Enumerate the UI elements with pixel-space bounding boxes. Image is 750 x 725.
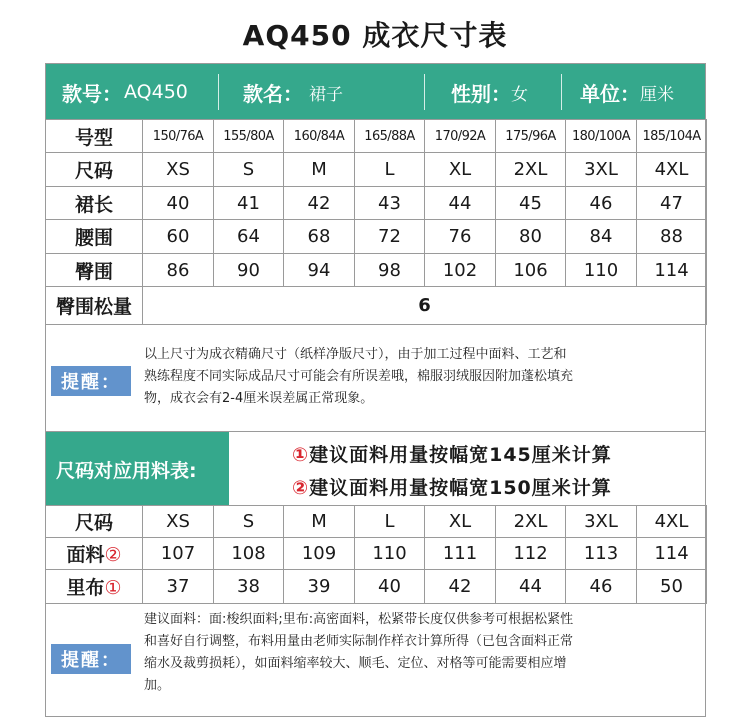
header-divider [424, 74, 425, 110]
tip-label: 提醒： [51, 366, 131, 396]
fabric-cell: 109 [284, 538, 355, 570]
size-cell: XS [143, 506, 214, 538]
waist-row [46, 220, 707, 254]
haoxing-cell: 150/76A [143, 120, 214, 153]
lining-cell: 42 [425, 570, 496, 604]
haoxing-cell: 180/100A [566, 120, 637, 153]
waist-cell: 88 [637, 220, 707, 254]
fabric-cell: 111 [425, 538, 496, 570]
note-line: 以上尺寸为成衣精确尺寸（纸样净版尺寸），由于加工过程中面料、工艺和 [144, 347, 567, 362]
style-number-key: 款号： [62, 81, 122, 106]
row-label-waist: 腰围 [46, 220, 143, 254]
hip-cell: 94 [284, 254, 355, 287]
note-line: 和喜好自行调整，布料用量由老师实际制作样衣计算所得（已包含面料正常 [144, 634, 574, 649]
row-label-skirt-length: 裙长 [46, 187, 143, 220]
hip-ease-value: 6 [143, 287, 707, 325]
circled-one-mark: ① [292, 444, 310, 466]
waist-cell: 64 [214, 220, 284, 254]
usage-line-1-text: 建议面料用量按幅宽145厘米计算 [309, 444, 612, 466]
row-label-lining [46, 570, 143, 604]
hip-row [46, 254, 707, 287]
style-name-cell [219, 64, 424, 120]
lining-label: 里布 [66, 577, 105, 599]
size-sheet [45, 63, 706, 717]
skirt-length-cell: 44 [425, 187, 496, 220]
fabric-cell: 113 [566, 538, 637, 570]
unit-cell [562, 64, 704, 120]
haoxing-cell: 170/92A [425, 120, 496, 153]
fabric-cell: 107 [143, 538, 214, 570]
unit-key: 单位： [580, 81, 640, 106]
size-cell: 3XL [566, 506, 637, 538]
hip-cell: 90 [214, 254, 284, 287]
size-cell: S [214, 506, 284, 538]
header-divider [218, 74, 219, 110]
fabric-cell: 114 [637, 538, 707, 570]
style-name-key: 款名： [243, 81, 303, 106]
header-divider [561, 74, 562, 110]
note-text [144, 609, 573, 697]
usage-line-2-text: 建议面料用量按幅宽150厘米计算 [309, 477, 612, 499]
style-name-value: 裙子 [309, 84, 343, 105]
lining-cell: 37 [143, 570, 214, 604]
unit-value: 厘米 [640, 84, 674, 105]
size-cell: XL [425, 153, 496, 187]
usage-line-2 [292, 473, 612, 500]
tip-label: 提醒： [51, 644, 131, 674]
size-cell: S [214, 153, 284, 187]
haoxing-row [46, 120, 707, 153]
size-table [45, 119, 707, 325]
size-cell: 4XL [637, 153, 707, 187]
size-cell: M [284, 153, 355, 187]
note-line: 缩水及裁剪损耗），如面料缩率较大、顺毛、定位、对格等可能需要相应增 [144, 656, 567, 671]
size-cell: 3XL [566, 153, 637, 187]
size-cell: XS [143, 153, 214, 187]
hip-ease-row [46, 287, 707, 325]
hip-cell: 86 [143, 254, 214, 287]
waist-cell: 84 [566, 220, 637, 254]
gender-key: 性别： [451, 81, 511, 106]
note-size-accuracy [46, 324, 705, 431]
hip-cell: 102 [425, 254, 496, 287]
gender-cell [425, 64, 561, 120]
circled-two-mark: ② [292, 477, 310, 499]
note-text [144, 344, 573, 410]
fabric-cell: 112 [496, 538, 566, 570]
fabric-row [46, 538, 707, 570]
hip-cell: 98 [355, 254, 425, 287]
waist-cell: 60 [143, 220, 214, 254]
lining-cell: 40 [355, 570, 425, 604]
fabric-label: 面料 [66, 544, 105, 566]
haoxing-cell: 185/104A [637, 120, 707, 153]
fabric-cell: 110 [355, 538, 425, 570]
usage-line-1 [292, 440, 612, 467]
lining-cell: 39 [284, 570, 355, 604]
size-cell: 4XL [637, 506, 707, 538]
size-cell: L [355, 153, 425, 187]
row-label-size: 尺码 [46, 506, 143, 538]
note-line: 物，成衣会有2-4厘米误差属正常现象。 [144, 391, 374, 406]
lining-cell: 44 [496, 570, 566, 604]
row-label-haoxing: 号型 [46, 120, 143, 153]
hip-cell: 106 [496, 254, 566, 287]
note-line: 熟练程度不同实际成品尺寸可能会有所误差哦，棉服羽绒服因附加蓬松填充 [144, 369, 574, 384]
haoxing-cell: 165/88A [355, 120, 425, 153]
skirt-length-cell: 45 [496, 187, 566, 220]
fabric-usage-table [45, 505, 707, 604]
size-cell: L [355, 506, 425, 538]
size-row [46, 153, 707, 187]
skirt-length-cell: 43 [355, 187, 425, 220]
usage-size-row [46, 506, 707, 538]
haoxing-cell: 160/84A [284, 120, 355, 153]
haoxing-cell: 175/96A [496, 120, 566, 153]
waist-cell: 68 [284, 220, 355, 254]
circled-two-mark: ② [104, 544, 122, 566]
waist-cell: 76 [425, 220, 496, 254]
skirt-length-cell: 40 [143, 187, 214, 220]
waist-cell: 80 [496, 220, 566, 254]
fabric-cell: 108 [214, 538, 284, 570]
fabric-usage-header [46, 431, 705, 506]
waist-cell: 72 [355, 220, 425, 254]
note-line: 建议面料：面:梭织面料;里布:高密面料，松紧带长度仅供参考可根据松紧性 [144, 612, 574, 627]
lining-row [46, 570, 707, 604]
style-number-value: AQ450 [124, 81, 188, 103]
hip-cell: 114 [637, 254, 707, 287]
lining-cell: 50 [637, 570, 707, 604]
skirt-length-row [46, 187, 707, 220]
circled-one-mark: ① [104, 577, 122, 599]
skirt-length-cell: 41 [214, 187, 284, 220]
fabric-usage-title: 尺码对应用料表: [46, 432, 229, 506]
info-header [46, 64, 705, 120]
skirt-length-cell: 42 [284, 187, 355, 220]
size-cell: 2XL [496, 153, 566, 187]
row-label-size: 尺码 [46, 153, 143, 187]
gender-value: 女 [511, 84, 528, 105]
size-cell: 2XL [496, 506, 566, 538]
row-label-fabric [46, 538, 143, 570]
row-label-hip-ease: 臀围松量 [46, 287, 143, 325]
haoxing-cell: 155/80A [214, 120, 284, 153]
note-fabric-advice [46, 603, 705, 716]
note-line: 加。 [144, 678, 171, 693]
skirt-length-cell: 47 [637, 187, 707, 220]
lining-cell: 38 [214, 570, 284, 604]
size-cell: M [284, 506, 355, 538]
page-title: AQ450 成衣尺寸表 [242, 19, 508, 52]
lining-cell: 46 [566, 570, 637, 604]
skirt-length-cell: 46 [566, 187, 637, 220]
hip-cell: 110 [566, 254, 637, 287]
size-cell: XL [425, 506, 496, 538]
style-number-cell [46, 64, 218, 120]
row-label-hip: 臀围 [46, 254, 143, 287]
